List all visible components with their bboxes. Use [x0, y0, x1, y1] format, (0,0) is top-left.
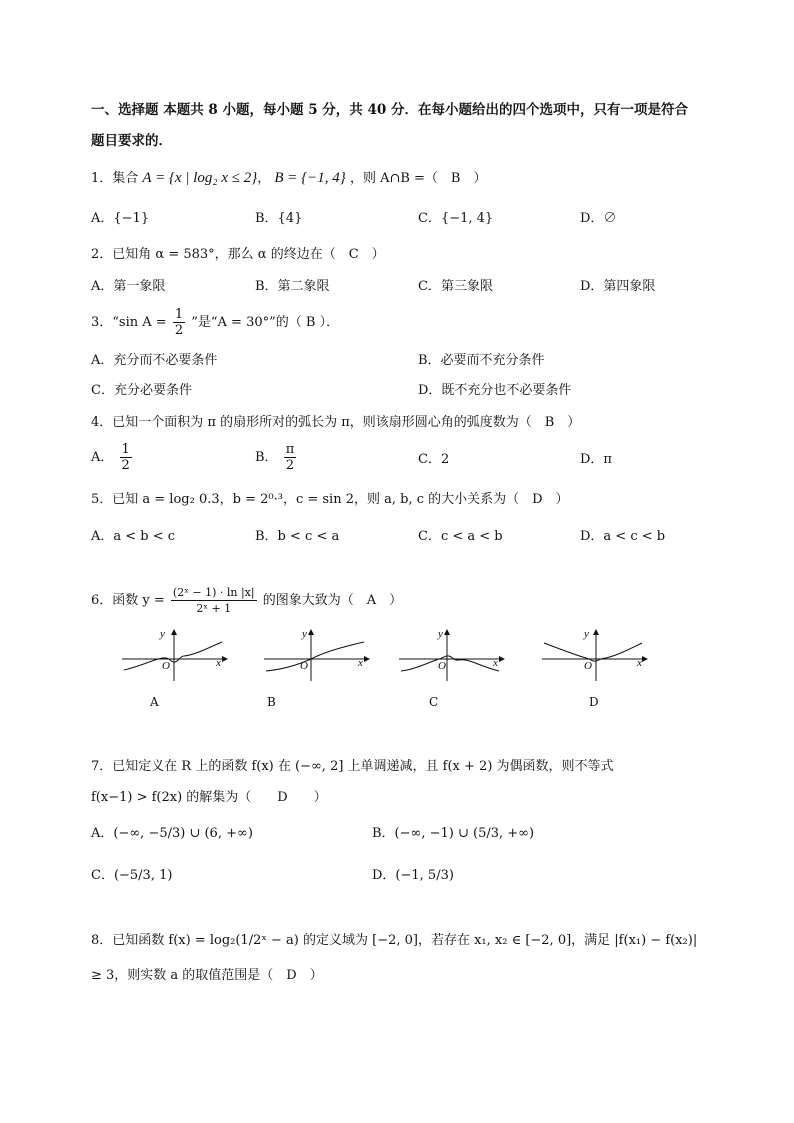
graph-b-origin: O — [300, 660, 308, 672]
q4-option-a — [91, 442, 134, 474]
q7-option-c: C．(−5/3, 1) — [91, 868, 173, 883]
graph-d-origin: O — [584, 660, 592, 672]
graph-a-x-label: x — [216, 657, 221, 669]
question-7-line1: 7．已知定义在 R 上的函数 f(x) 在 (−∞, 2] 上单调递减，且 f(x + 2) 为偶函数，则不等式 — [91, 759, 614, 774]
q3-frac-num: 1 — [174, 307, 184, 322]
section-heading-line1: 一、选择题 本题共 8 小题，每小题 5 分，共 40 分．在每小题给出的四个选项中，只有一项是符合 — [91, 102, 688, 118]
graph-d-y-label: y — [584, 628, 589, 640]
q4-opt-b-num: π — [285, 442, 295, 457]
q1-option-b: B．{4} — [255, 211, 303, 226]
question-6 — [91, 584, 402, 618]
question-5: 5．已知 a = log₂ 0.3，b = 2⁰·³，c = sin 2，则 a, b, c 的大小关系为（ D ） — [91, 492, 569, 507]
question-1: 1．集合 A = {x | log₂ x ≤ 2}， B = {−1, 4} ，则 A∩B =（ B ） — [91, 170, 487, 186]
q7-option-b: B．(−∞, −1) ∪ (5/3, +∞) — [372, 826, 535, 841]
q2-option-a: A．第一象限 — [91, 279, 166, 294]
graph-c-y-label: y — [438, 628, 443, 640]
q4-option-b — [255, 442, 298, 474]
q6-fraction — [171, 585, 257, 616]
q1-ask: ，则 A∩B =（ B ） — [349, 171, 487, 186]
question-8-line1: 8．已知函数 f(x) = log₂(1/2ˣ − a) 的定义域为 [−2, 0]，若存在 x₁, x₂ ∈ [−2, 0]，满足 |f(x₁) − f(x₂)| — [91, 933, 698, 948]
question-3 — [91, 306, 339, 340]
q3-option-b: B．必要而不充分条件 — [418, 353, 545, 368]
q5-option-b: B．b < c < a — [255, 529, 340, 544]
q5-option-d: D．a < c < b — [580, 529, 666, 544]
q4-opt-b-label: B． — [255, 450, 278, 465]
q3-option-a: A．充分而不必要条件 — [91, 353, 218, 368]
q3-option-d: D．既不充分也不必要条件 — [418, 383, 572, 398]
question-8-line2: ≥ 3，则实数 a 的取值范围是（ D ） — [91, 968, 323, 983]
question-4: 4．已知一个面积为 π 的扇形所对的弧长为 π，则该扇形圆心角的弧度数为（ B ） — [91, 415, 581, 430]
q3-pre: 3．“sin A = — [91, 315, 167, 330]
graph-d-label: D — [589, 695, 599, 709]
q6-frac-den: 2ˣ + 1 — [196, 602, 232, 615]
q7-option-a: A．(−∞, −5/3) ∪ (6, +∞) — [91, 826, 253, 841]
graph-a-origin: O — [162, 660, 170, 672]
q2-option-d: D．第四象限 — [580, 279, 656, 294]
q7-option-d: D．(−1, 5/3) — [372, 868, 454, 883]
graph-a — [120, 625, 230, 683]
q5-option-a: A．a < b < c — [91, 529, 176, 544]
q6-frac-num: (2ˣ − 1) · ln |x| — [172, 586, 255, 599]
q1-set-b: B = {−1, 4} — [274, 170, 346, 186]
graph-c-origin: O — [438, 660, 446, 672]
q1-option-c: C．{−1, 4} — [418, 211, 494, 226]
q1-option-d: D．∅ — [580, 211, 617, 226]
graph-a-label: A — [150, 695, 159, 709]
q3-option-c: C．充分必要条件 — [91, 383, 192, 398]
q4-opt-b-den: 2 — [285, 458, 295, 473]
graph-b-y-label: y — [302, 628, 307, 640]
question-7-line2: f(x−1) > f(2x) 的解集为（ D ） — [91, 790, 327, 805]
graph-b-x-label: x — [358, 657, 363, 669]
graph-c-label: C — [429, 695, 439, 709]
q4-option-c: C．2 — [418, 452, 450, 467]
q6-pre: 6．函数 y = — [91, 593, 165, 608]
question-2: 2．已知角 α = 583°，那么 α 的终边在（ C ） — [91, 247, 385, 262]
q1-option-a: A．{−1} — [91, 211, 150, 226]
graph-a-y-label: y — [160, 628, 165, 640]
q6-post: 的图象大致为（ A ） — [262, 593, 403, 608]
q4-opt-a-label: A． — [91, 450, 114, 465]
graph-d-x-label: x — [637, 657, 642, 669]
q4-opt-b-frac — [284, 442, 297, 473]
q2-option-c: C．第三象限 — [418, 279, 493, 294]
q1-set-a: A = {x | log₂ x ≤ 2} — [142, 170, 258, 186]
graph-d — [540, 625, 650, 683]
graph-b-label: B — [267, 695, 276, 709]
q4-opt-a-den: 2 — [121, 458, 130, 473]
graph-b — [262, 625, 372, 683]
q4-option-d: D．π — [580, 452, 612, 467]
q3-frac-den: 2 — [174, 323, 184, 338]
q1-prefix: 1．集合 — [91, 171, 139, 186]
graph-c — [397, 625, 507, 683]
q5-option-c: C．c < a < b — [418, 529, 503, 544]
q2-option-b: B．第二象限 — [255, 279, 330, 294]
q3-post: ”是“A = 30°”的（ B ）． — [191, 315, 340, 330]
q3-fraction — [173, 307, 185, 338]
q4-opt-a-frac — [120, 442, 132, 473]
section-heading-line2: 题目要求的． — [91, 133, 172, 149]
graph-c-x-label: x — [493, 657, 498, 669]
q4-opt-a-num: 1 — [121, 442, 130, 457]
